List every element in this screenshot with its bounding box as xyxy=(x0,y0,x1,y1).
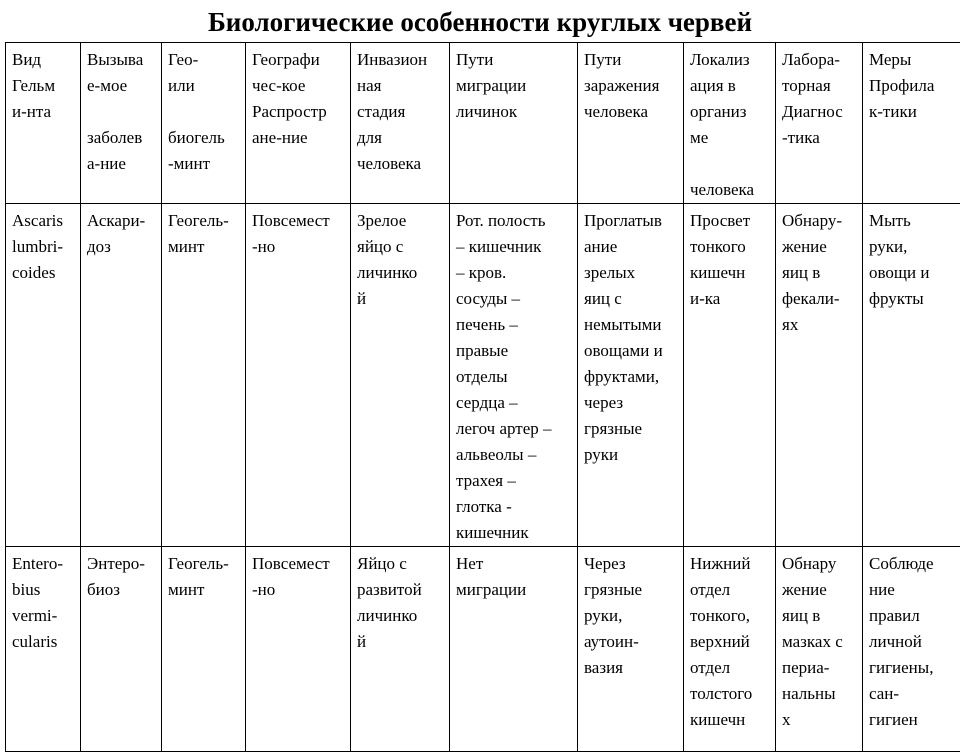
header-localization: Локализ ация в организ ме человека xyxy=(684,43,776,204)
roundworm-table xyxy=(5,42,960,752)
cell-geography: Повсемест -но xyxy=(246,547,351,752)
header-lab-diagnostics: Лабора- торная Диагнос -тика xyxy=(776,43,863,204)
cell-lab-diagnostics: Обнару- жение яиц в фекали- ях xyxy=(776,204,863,547)
header-helminth-type: Гео- или биогель -минт xyxy=(162,43,246,204)
cell-invasive-stage: Яйцо с развитой личинко й xyxy=(351,547,450,752)
cell-localization: Нижний отдел тонкого, верхний отдел толстого кишечн xyxy=(684,547,776,752)
cell-disease: Аскари- доз xyxy=(81,204,162,547)
cell-infection-routes: Проглатыв ание зрелых яиц с немытыми овощами и фруктами, через грязные руки xyxy=(578,204,684,547)
header-larva-migration: Пути миграции личинок xyxy=(450,43,578,204)
cell-localization: Просвет тонкого кишечн и-ка xyxy=(684,204,776,547)
cell-geography: Повсемест -но xyxy=(246,204,351,547)
cell-larva-migration: Рот. полость – кишечник – кров. сосуды – печень – правые отделы сердца – легоч артер – альвеолы – трахея – глотка - кишечник xyxy=(450,204,578,547)
header-species: Вид Гельм и-нта xyxy=(6,43,81,204)
page-title: Биологические особенности круглых червей xyxy=(0,2,960,42)
cell-disease: Энтеро- биоз xyxy=(81,547,162,752)
header-geography: Географи чес-кое Распростр ане-ние xyxy=(246,43,351,204)
table-row xyxy=(6,204,960,547)
header-row xyxy=(6,43,960,204)
cell-invasive-stage: Зрелое яйцо с личинко й xyxy=(351,204,450,547)
header-infection-routes: Пути заражения человека xyxy=(578,43,684,204)
cell-prevention: Соблюде ние правил личной гигиены, сан- гигиен xyxy=(863,547,960,752)
cell-species: Entero- bius vermi- cularis xyxy=(6,547,81,752)
cell-larva-migration: Нет миграции xyxy=(450,547,578,752)
cell-helminth-type: Геогель- минт xyxy=(162,204,246,547)
cell-prevention: Мыть руки, овощи и фрукты xyxy=(863,204,960,547)
cell-species: Ascaris lumbri- coides xyxy=(6,204,81,547)
header-disease: Вызыва е-мое заболев а-ние xyxy=(81,43,162,204)
table-row xyxy=(6,547,960,752)
cell-helminth-type: Геогель- минт xyxy=(162,547,246,752)
header-invasive-stage: Инвазион ная стадия для человека xyxy=(351,43,450,204)
header-prevention: Меры Профила к-тики xyxy=(863,43,960,204)
cell-infection-routes: Через грязные руки, аутоин- вазия xyxy=(578,547,684,752)
cell-lab-diagnostics: Обнару жение яиц в мазках с периа- нальны х xyxy=(776,547,863,752)
